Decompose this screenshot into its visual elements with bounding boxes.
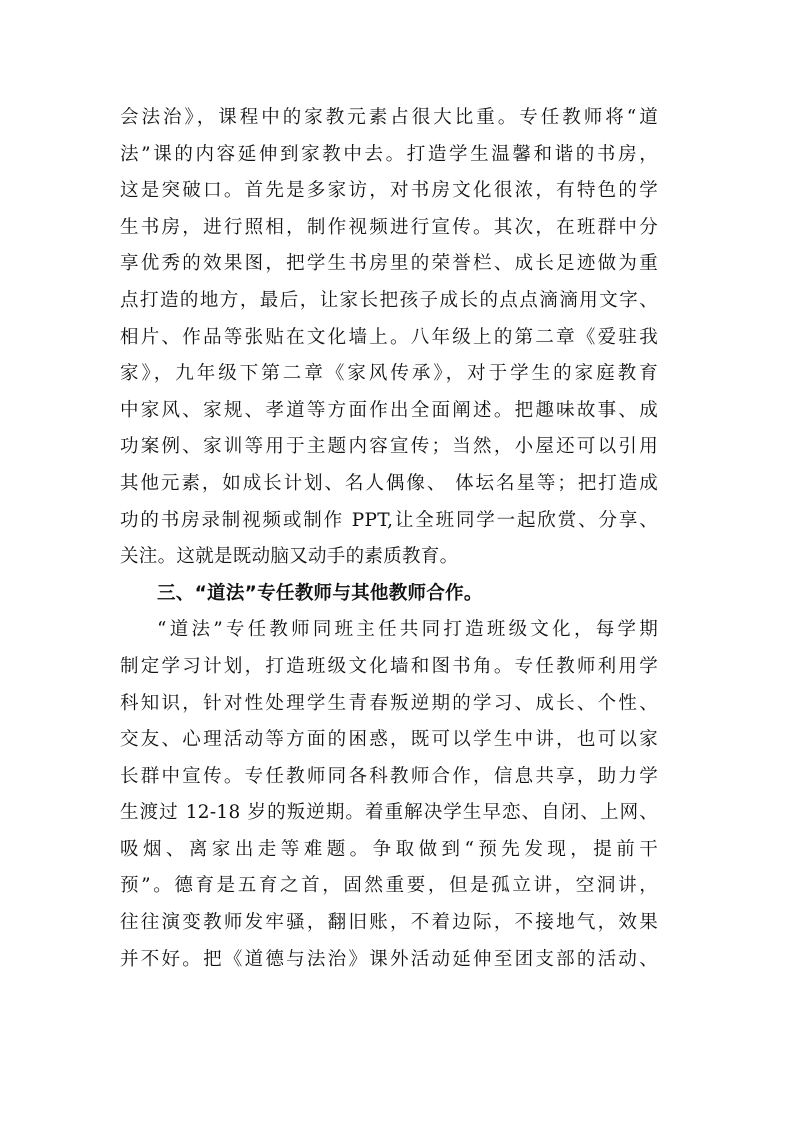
text-line: 制定学习计划，打造班级文化墙和图书角。专任教师利用学	[120, 655, 658, 677]
text-line: 这是突破口。首先是多家访，对书房文化很浓，有特色的学	[120, 180, 658, 202]
text-line: 家》，九年级下第二章《家风传承》，对于学生的家庭教育	[120, 363, 658, 385]
text-line: 中家风、家规、孝道等方面作出全面阐述。把趣味故事、成	[120, 399, 658, 421]
text-line: 相片、作品等张贴在文化墙上。八年级上的第二章《爱驻我	[120, 326, 658, 348]
text-line: 生渡过 12-18 岁的叛逆期。着重解决学生早恋、自闭、上网、	[120, 802, 658, 824]
text-line: 功的书房录制视频或制作 PPT,让全班同学一起欣赏、分享、	[120, 509, 658, 531]
text-line: 并不好。把《道德与法治》课外活动延伸至团支部的活动、	[120, 948, 658, 970]
text-line: 吸烟、离家出走等难题。争取做到“预先发现，提前干	[120, 838, 658, 860]
text-line: 法”课的内容延伸到家教中去。打造学生温馨和谐的书房，	[120, 143, 658, 165]
text-line: 交友、心理活动等方面的困惑，既可以学生中讲，也可以家	[120, 729, 658, 751]
text-line: 会法治》，课程中的家教元素占很大比重。专任教师将“道	[120, 107, 658, 128]
text-line: 往往演变教师发牢骚，翻旧账，不着边际，不接地气，效果	[120, 912, 658, 934]
text-line: 长群中宣传。专任教师同各科教师合作，信息共享，助力学	[120, 765, 658, 787]
text-line: “道法”专任教师同班主任共同打造班级文化，每学期	[157, 619, 658, 641]
text-line: 生书房，进行照相，制作视频进行宣传。其次，在班群中分	[120, 216, 658, 238]
body-text	[120, 100, 658, 978]
text-line: 预”。德育是五育之首，固然重要，但是孤立讲，空洞讲，	[120, 875, 658, 897]
text-line: 功案例、家训等用于主题内容宣传；当然，小屋还可以引用	[120, 436, 658, 458]
text-line: 点打造的地方，最后，让家长把孩子成长的点点滴滴用文字、	[120, 289, 658, 311]
text-line: 其他元素，如成长计划、名人偶像、 体坛名星等；把打造成	[120, 472, 658, 494]
text-line: 科知识，针对性处理学生青春叛逆期的学习、成长、个性、	[120, 692, 658, 714]
text-line: 享优秀的效果图，把学生书房里的荣誉栏、成长足迹做为重	[120, 253, 658, 275]
section-heading: 三、“道法”专任教师与其他教师合作。	[157, 582, 483, 604]
text-line: 关注。这就是既动脑又动手的素质教育。	[120, 546, 459, 568]
